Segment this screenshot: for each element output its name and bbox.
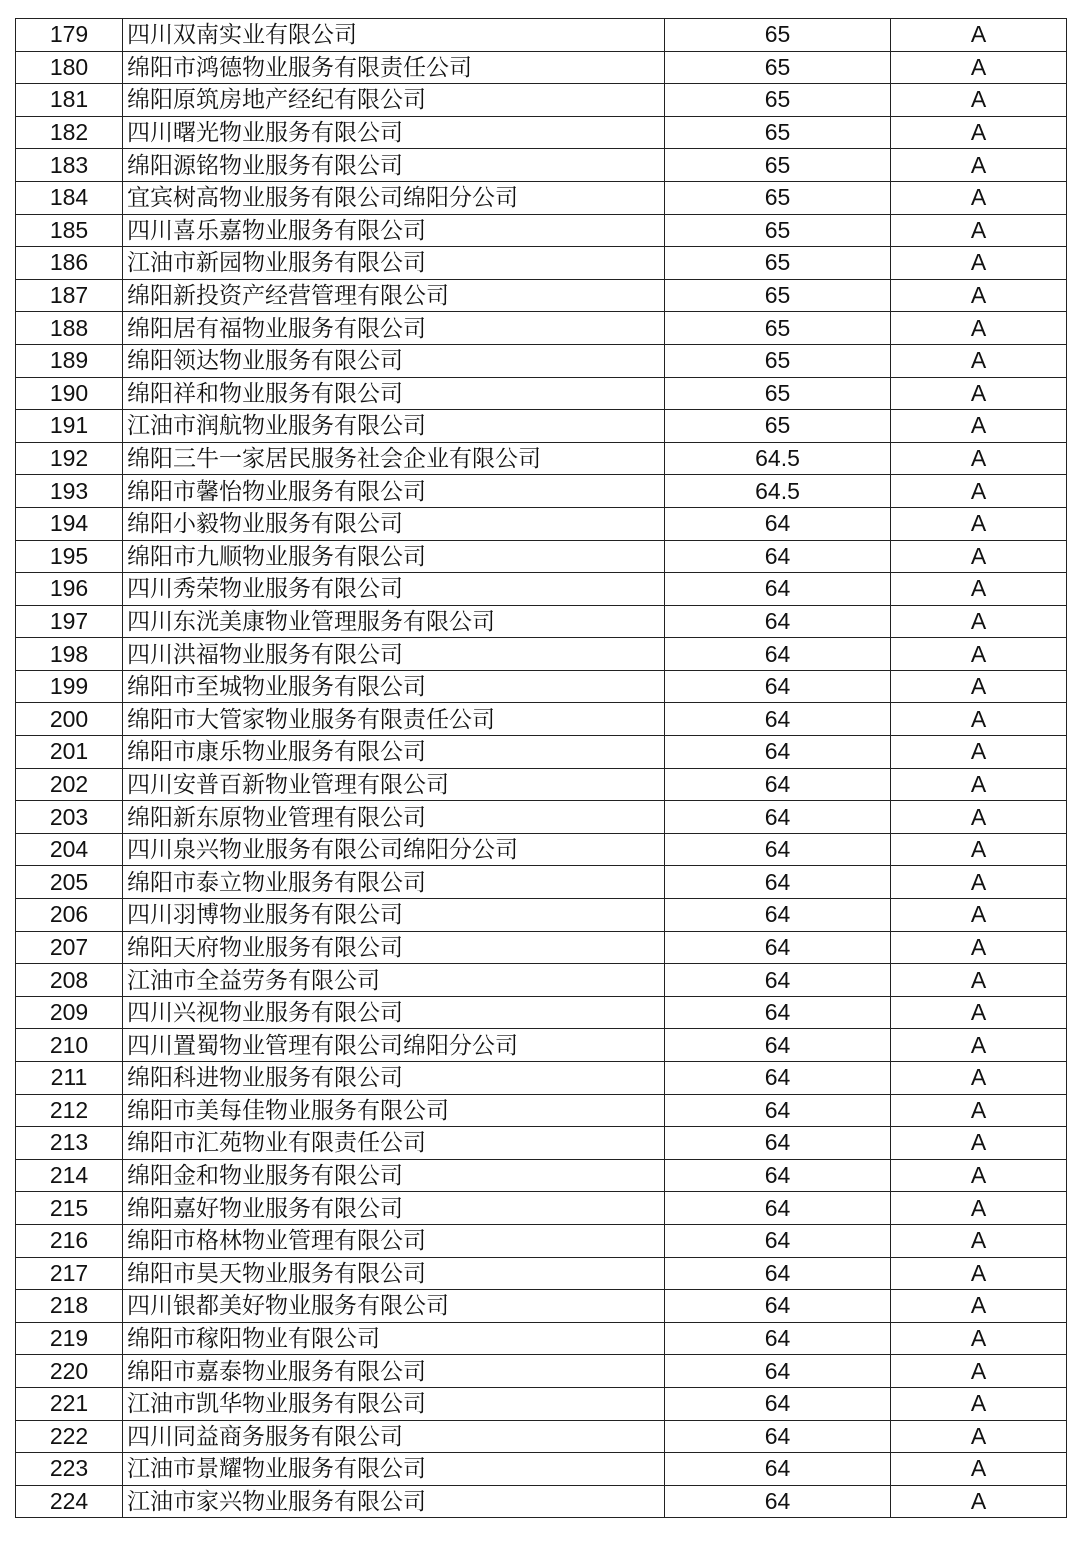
company-name: 四川置蜀物业管理有限公司绵阳分公司 xyxy=(123,1029,665,1062)
score-value: 64 xyxy=(665,670,891,703)
table-row xyxy=(16,247,1067,280)
company-name: 绵阳市康乐物业服务有限公司 xyxy=(123,736,665,769)
row-number: 188 xyxy=(16,312,123,345)
row-number: 223 xyxy=(16,1453,123,1486)
row-number: 224 xyxy=(16,1485,123,1518)
table-row xyxy=(16,1062,1067,1095)
table-row xyxy=(16,866,1067,899)
table-row xyxy=(16,1159,1067,1192)
score-value: 64 xyxy=(665,605,891,638)
company-name: 四川洪福物业服务有限公司 xyxy=(123,638,665,671)
grade-value: A xyxy=(891,670,1067,703)
table-row xyxy=(16,1257,1067,1290)
table-row xyxy=(16,1127,1067,1160)
score-value: 64 xyxy=(665,1224,891,1257)
table-row xyxy=(16,931,1067,964)
score-value: 65 xyxy=(665,377,891,410)
row-number: 215 xyxy=(16,1192,123,1225)
table-row xyxy=(16,1485,1067,1518)
row-number: 192 xyxy=(16,442,123,475)
table-row xyxy=(16,670,1067,703)
grade-value: A xyxy=(891,866,1067,899)
score-value: 64 xyxy=(665,507,891,540)
company-name: 绵阳市九顺物业服务有限公司 xyxy=(123,540,665,573)
grade-value: A xyxy=(891,899,1067,932)
table-row xyxy=(16,1453,1067,1486)
row-number: 197 xyxy=(16,605,123,638)
company-name: 绵阳天府物业服务有限公司 xyxy=(123,931,665,964)
row-number: 220 xyxy=(16,1355,123,1388)
score-value: 64 xyxy=(665,866,891,899)
rating-table-body xyxy=(16,19,1067,1518)
score-value: 64 xyxy=(665,573,891,606)
company-name: 四川同益商务服务有限公司 xyxy=(123,1420,665,1453)
table-row xyxy=(16,84,1067,117)
table-row xyxy=(16,801,1067,834)
score-value: 65 xyxy=(665,279,891,312)
score-value: 64 xyxy=(665,931,891,964)
grade-value: A xyxy=(891,1062,1067,1095)
score-value: 65 xyxy=(665,344,891,377)
table-row xyxy=(16,19,1067,52)
score-value: 65 xyxy=(665,312,891,345)
table-row xyxy=(16,605,1067,638)
score-value: 64 xyxy=(665,899,891,932)
score-value: 64 xyxy=(665,1094,891,1127)
company-name: 四川安普百新物业管理有限公司 xyxy=(123,768,665,801)
row-number: 213 xyxy=(16,1127,123,1160)
company-name: 四川秀荣物业服务有限公司 xyxy=(123,573,665,606)
score-value: 65 xyxy=(665,214,891,247)
score-value: 64 xyxy=(665,1485,891,1518)
company-name: 四川喜乐嘉物业服务有限公司 xyxy=(123,214,665,247)
row-number: 187 xyxy=(16,279,123,312)
row-number: 180 xyxy=(16,51,123,84)
table-row xyxy=(16,312,1067,345)
company-name: 绵阳市格林物业管理有限公司 xyxy=(123,1224,665,1257)
table-row xyxy=(16,768,1067,801)
table-row xyxy=(16,573,1067,606)
company-name: 绵阳源铭物业服务有限公司 xyxy=(123,149,665,182)
grade-value: A xyxy=(891,1127,1067,1160)
company-name: 绵阳小毅物业服务有限公司 xyxy=(123,507,665,540)
company-name: 绵阳领达物业服务有限公司 xyxy=(123,344,665,377)
score-value: 64 xyxy=(665,1029,891,1062)
grade-value: A xyxy=(891,931,1067,964)
table-row xyxy=(16,149,1067,182)
score-value: 64.5 xyxy=(665,475,891,508)
table-row xyxy=(16,736,1067,769)
table-row xyxy=(16,833,1067,866)
row-number: 199 xyxy=(16,670,123,703)
row-number: 191 xyxy=(16,410,123,443)
score-value: 64 xyxy=(665,1062,891,1095)
company-name: 绵阳市美每佳物业服务有限公司 xyxy=(123,1094,665,1127)
row-number: 221 xyxy=(16,1387,123,1420)
table-row xyxy=(16,703,1067,736)
company-name: 绵阳市鸿德物业服务有限责任公司 xyxy=(123,51,665,84)
table-row xyxy=(16,507,1067,540)
grade-value: A xyxy=(891,1387,1067,1420)
grade-value: A xyxy=(891,475,1067,508)
company-name: 绵阳新投资产经营管理有限公司 xyxy=(123,279,665,312)
grade-value: A xyxy=(891,1420,1067,1453)
score-value: 64 xyxy=(665,964,891,997)
grade-value: A xyxy=(891,84,1067,117)
grade-value: A xyxy=(891,703,1067,736)
company-name: 绵阳嘉好物业服务有限公司 xyxy=(123,1192,665,1225)
score-value: 64 xyxy=(665,1257,891,1290)
grade-value: A xyxy=(891,1159,1067,1192)
table-row xyxy=(16,1029,1067,1062)
score-value: 64 xyxy=(665,1159,891,1192)
table-row xyxy=(16,1322,1067,1355)
company-name: 绵阳祥和物业服务有限公司 xyxy=(123,377,665,410)
company-name: 四川兴视物业服务有限公司 xyxy=(123,996,665,1029)
row-number: 195 xyxy=(16,540,123,573)
company-name: 绵阳市馨怡物业服务有限公司 xyxy=(123,475,665,508)
score-value: 64 xyxy=(665,768,891,801)
grade-value: A xyxy=(891,964,1067,997)
grade-value: A xyxy=(891,51,1067,84)
row-number: 208 xyxy=(16,964,123,997)
grade-value: A xyxy=(891,1322,1067,1355)
company-name: 绵阳三牛一家居民服务社会企业有限公司 xyxy=(123,442,665,475)
score-value: 64 xyxy=(665,1127,891,1160)
score-value: 64 xyxy=(665,1355,891,1388)
table-row xyxy=(16,442,1067,475)
score-value: 64 xyxy=(665,1322,891,1355)
company-name: 江油市全益劳务有限公司 xyxy=(123,964,665,997)
row-number: 214 xyxy=(16,1159,123,1192)
company-name: 四川曙光物业服务有限公司 xyxy=(123,116,665,149)
row-number: 183 xyxy=(16,149,123,182)
company-name: 绵阳新东原物业管理有限公司 xyxy=(123,801,665,834)
row-number: 210 xyxy=(16,1029,123,1062)
table-row xyxy=(16,1290,1067,1323)
row-number: 194 xyxy=(16,507,123,540)
grade-value: A xyxy=(891,214,1067,247)
grade-value: A xyxy=(891,507,1067,540)
grade-value: A xyxy=(891,116,1067,149)
grade-value: A xyxy=(891,736,1067,769)
grade-value: A xyxy=(891,442,1067,475)
row-number: 190 xyxy=(16,377,123,410)
company-name: 绵阳金和物业服务有限公司 xyxy=(123,1159,665,1192)
table-row xyxy=(16,1387,1067,1420)
table-row xyxy=(16,1094,1067,1127)
rating-table xyxy=(15,18,1067,1518)
row-number: 217 xyxy=(16,1257,123,1290)
table-row xyxy=(16,279,1067,312)
grade-value: A xyxy=(891,1485,1067,1518)
table-row xyxy=(16,214,1067,247)
company-name: 四川东洸美康物业管理服务有限公司 xyxy=(123,605,665,638)
score-value: 64 xyxy=(665,736,891,769)
grade-value: A xyxy=(891,768,1067,801)
company-name: 绵阳原筑房地产经纪有限公司 xyxy=(123,84,665,117)
grade-value: A xyxy=(891,312,1067,345)
score-value: 64 xyxy=(665,703,891,736)
table-row xyxy=(16,51,1067,84)
grade-value: A xyxy=(891,181,1067,214)
table-row xyxy=(16,964,1067,997)
score-value: 65 xyxy=(665,149,891,182)
score-value: 65 xyxy=(665,181,891,214)
grade-value: A xyxy=(891,19,1067,52)
row-number: 198 xyxy=(16,638,123,671)
grade-value: A xyxy=(891,1290,1067,1323)
row-number: 202 xyxy=(16,768,123,801)
company-name: 江油市家兴物业服务有限公司 xyxy=(123,1485,665,1518)
company-name: 绵阳市大管家物业服务有限责任公司 xyxy=(123,703,665,736)
grade-value: A xyxy=(891,377,1067,410)
company-name: 四川泉兴物业服务有限公司绵阳分公司 xyxy=(123,833,665,866)
row-number: 181 xyxy=(16,84,123,117)
row-number: 184 xyxy=(16,181,123,214)
grade-value: A xyxy=(891,573,1067,606)
company-name: 绵阳科进物业服务有限公司 xyxy=(123,1062,665,1095)
grade-value: A xyxy=(891,149,1067,182)
row-number: 219 xyxy=(16,1322,123,1355)
grade-value: A xyxy=(891,279,1067,312)
grade-value: A xyxy=(891,1094,1067,1127)
table-row xyxy=(16,1420,1067,1453)
score-value: 65 xyxy=(665,116,891,149)
company-name: 宜宾树高物业服务有限公司绵阳分公司 xyxy=(123,181,665,214)
company-name: 绵阳市汇苑物业有限责任公司 xyxy=(123,1127,665,1160)
score-value: 64.5 xyxy=(665,442,891,475)
score-value: 64 xyxy=(665,801,891,834)
grade-value: A xyxy=(891,247,1067,280)
score-value: 64 xyxy=(665,996,891,1029)
row-number: 193 xyxy=(16,475,123,508)
row-number: 216 xyxy=(16,1224,123,1257)
table-row xyxy=(16,475,1067,508)
score-value: 64 xyxy=(665,1290,891,1323)
table-row xyxy=(16,638,1067,671)
score-value: 64 xyxy=(665,1453,891,1486)
table-row xyxy=(16,1192,1067,1225)
table-row xyxy=(16,344,1067,377)
score-value: 65 xyxy=(665,410,891,443)
score-value: 64 xyxy=(665,1192,891,1225)
company-name: 绵阳市稼阳物业有限公司 xyxy=(123,1322,665,1355)
table-row xyxy=(16,1224,1067,1257)
score-value: 65 xyxy=(665,84,891,117)
table-row xyxy=(16,899,1067,932)
grade-value: A xyxy=(891,605,1067,638)
row-number: 205 xyxy=(16,866,123,899)
row-number: 203 xyxy=(16,801,123,834)
company-name: 绵阳居有福物业服务有限公司 xyxy=(123,312,665,345)
grade-value: A xyxy=(891,1192,1067,1225)
row-number: 207 xyxy=(16,931,123,964)
grade-value: A xyxy=(891,833,1067,866)
score-value: 64 xyxy=(665,833,891,866)
grade-value: A xyxy=(891,344,1067,377)
row-number: 200 xyxy=(16,703,123,736)
grade-value: A xyxy=(891,1453,1067,1486)
table-row xyxy=(16,996,1067,1029)
row-number: 204 xyxy=(16,833,123,866)
grade-value: A xyxy=(891,1224,1067,1257)
grade-value: A xyxy=(891,410,1067,443)
score-value: 65 xyxy=(665,247,891,280)
row-number: 211 xyxy=(16,1062,123,1095)
row-number: 212 xyxy=(16,1094,123,1127)
row-number: 182 xyxy=(16,116,123,149)
company-name: 江油市凯华物业服务有限公司 xyxy=(123,1387,665,1420)
score-value: 65 xyxy=(665,51,891,84)
grade-value: A xyxy=(891,801,1067,834)
row-number: 218 xyxy=(16,1290,123,1323)
score-value: 64 xyxy=(665,540,891,573)
table-row xyxy=(16,377,1067,410)
company-name: 绵阳市嘉泰物业服务有限公司 xyxy=(123,1355,665,1388)
row-number: 196 xyxy=(16,573,123,606)
grade-value: A xyxy=(891,540,1067,573)
score-value: 64 xyxy=(665,1387,891,1420)
row-number: 209 xyxy=(16,996,123,1029)
score-value: 64 xyxy=(665,1420,891,1453)
table-row xyxy=(16,410,1067,443)
company-name: 绵阳市泰立物业服务有限公司 xyxy=(123,866,665,899)
company-name: 四川羽博物业服务有限公司 xyxy=(123,899,665,932)
row-number: 206 xyxy=(16,899,123,932)
table-row xyxy=(16,1355,1067,1388)
grade-value: A xyxy=(891,996,1067,1029)
row-number: 185 xyxy=(16,214,123,247)
row-number: 222 xyxy=(16,1420,123,1453)
company-name: 江油市润航物业服务有限公司 xyxy=(123,410,665,443)
company-name: 四川双南实业有限公司 xyxy=(123,19,665,52)
score-value: 64 xyxy=(665,638,891,671)
row-number: 179 xyxy=(16,19,123,52)
company-name: 江油市新园物业服务有限公司 xyxy=(123,247,665,280)
row-number: 189 xyxy=(16,344,123,377)
grade-value: A xyxy=(891,1029,1067,1062)
company-name: 四川银都美好物业服务有限公司 xyxy=(123,1290,665,1323)
score-value: 65 xyxy=(665,19,891,52)
row-number: 201 xyxy=(16,736,123,769)
table-row xyxy=(16,540,1067,573)
company-name: 江油市景耀物业服务有限公司 xyxy=(123,1453,665,1486)
grade-value: A xyxy=(891,638,1067,671)
table-row xyxy=(16,181,1067,214)
table-row xyxy=(16,116,1067,149)
company-name: 绵阳市至城物业服务有限公司 xyxy=(123,670,665,703)
row-number: 186 xyxy=(16,247,123,280)
company-name: 绵阳市昊天物业服务有限公司 xyxy=(123,1257,665,1290)
grade-value: A xyxy=(891,1355,1067,1388)
grade-value: A xyxy=(891,1257,1067,1290)
